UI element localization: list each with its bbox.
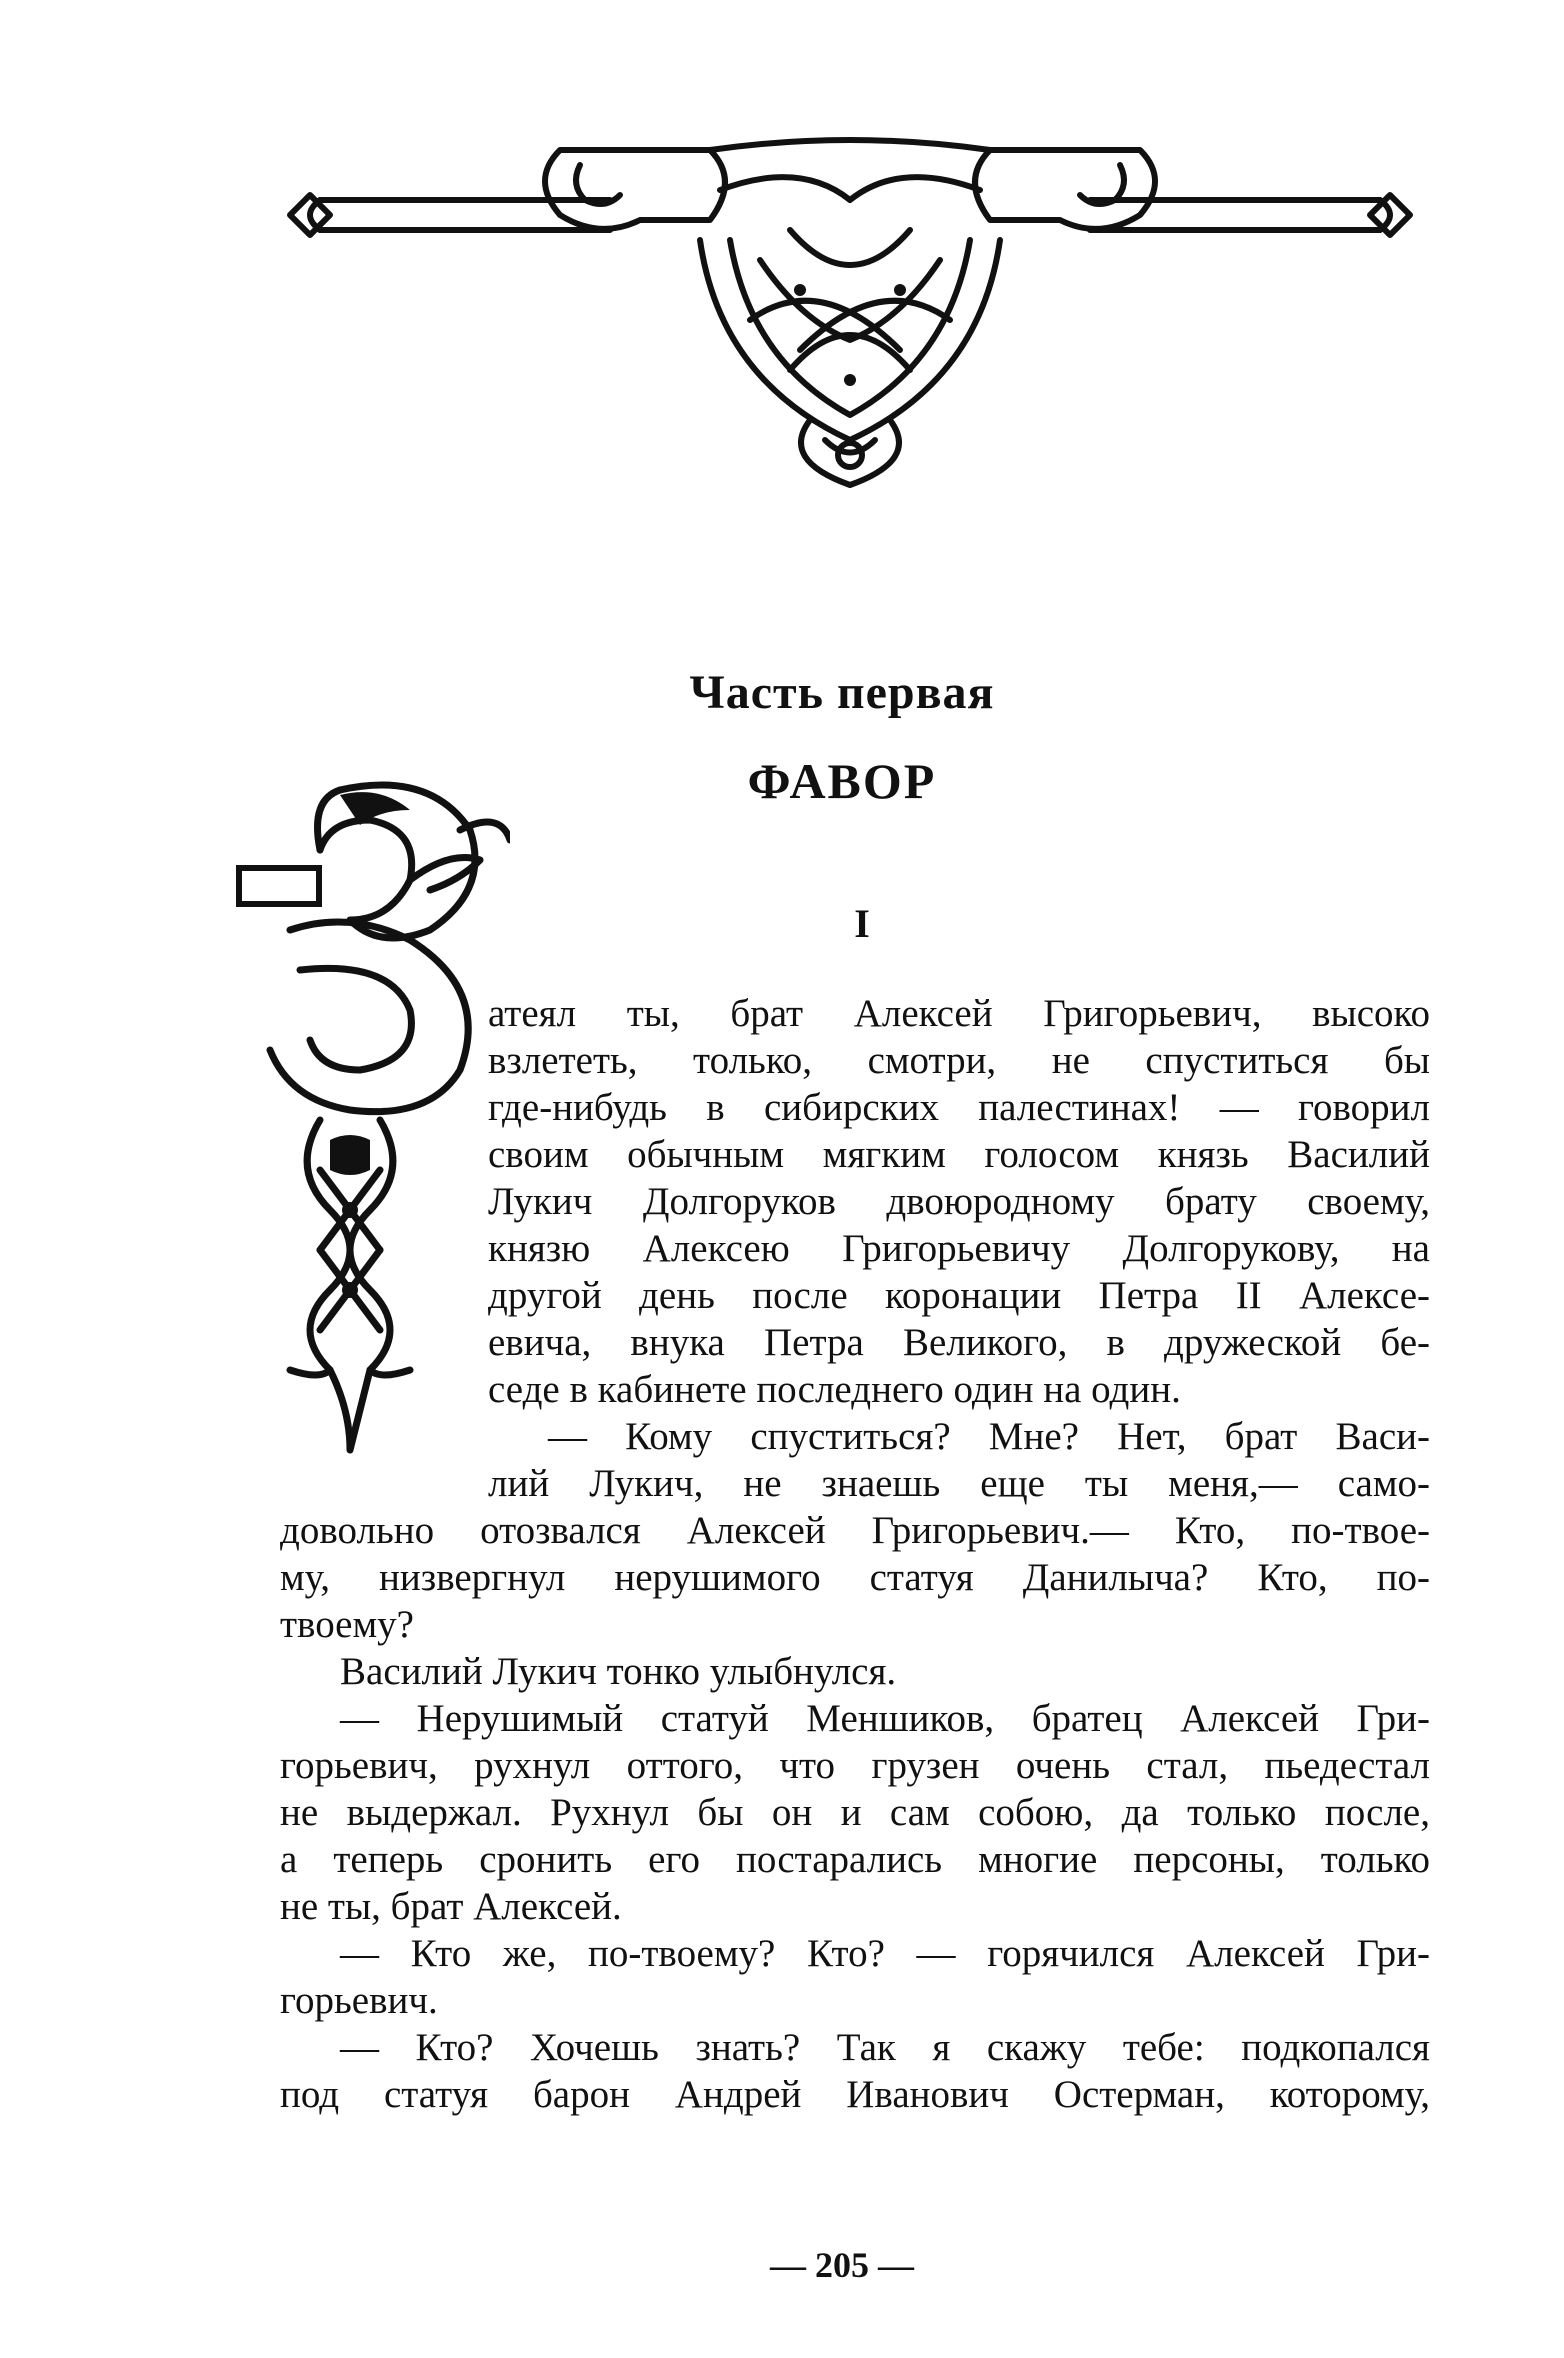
headpiece-ornament [280,120,1420,490]
text-line: му, низвергнул нерушимого статуя Данилыча? Кто, по- [280,1556,1430,1599]
text-line: — Кто же, по-твоему? Кто? — горячился Алексей Гри- [340,1932,1430,1975]
text-line: довольно отозвался Алексей Григорьевич.— Кто, по-твое- [280,1509,1430,1552]
text-line: своим обычным мягким голосом князь Василий [488,1133,1430,1176]
text-line: твоему? [280,1603,414,1646]
book-title: ФАВОР [747,753,937,809]
text-line: — Кому спуститься? Мне? Нет, брат Васи- [548,1415,1430,1458]
text-line: евича, внука Петра Великого, в дружеской бе- [488,1321,1430,1364]
text-line: Лукич Долгоруков двоюродному брату своему, [488,1180,1430,1223]
part-title: Часть первая [689,666,995,719]
body-text [280,990,1430,2118]
text-line: под статуя барон Андрей Иванович Остерман, которому, [280,2073,1430,2116]
chapter-number: I [854,901,870,946]
text-line: седе в кабинете последнего один на один. [488,1368,1181,1411]
text-line: атеял ты, брат Алексей Григорьевич, высоко [488,992,1430,1035]
text-line: а теперь сронить его постарались многие персоны, только [280,1838,1430,1881]
page-number: — 205 — [770,2245,914,2285]
text-line: князю Алексею Григорьевичу Долгорукову, на [488,1227,1430,1270]
text-line: — Кто? Хочешь знать? Так я скажу тебе: подкопался [340,2026,1430,2069]
text-line: Василий Лукич тонко улыбнулся. [340,1650,897,1693]
text-line: не ты, брат Алексей. [280,1885,622,1928]
text-line: горьевич. [280,1979,438,2022]
text-line: взлететь, только, смотри, не спуститься бы [488,1039,1430,1082]
text-line: не выдержал. Рухнул бы он и сам собою, да только после, [280,1791,1430,1834]
text-line: другой день после коронации Петра II Алексе- [488,1274,1430,1317]
text-line: где-нибудь в сибирских палестинах! — говорил [488,1086,1430,1129]
text-line: лий Лукич, не знаешь еще ты меня,— само- [488,1462,1430,1505]
text-line: горьевич, рухнул оттого, что грузен очень стал, пьедестал [280,1744,1430,1787]
text-line: — Нерушимый статуй Меншиков, братец Алексей Гри- [340,1697,1430,1740]
